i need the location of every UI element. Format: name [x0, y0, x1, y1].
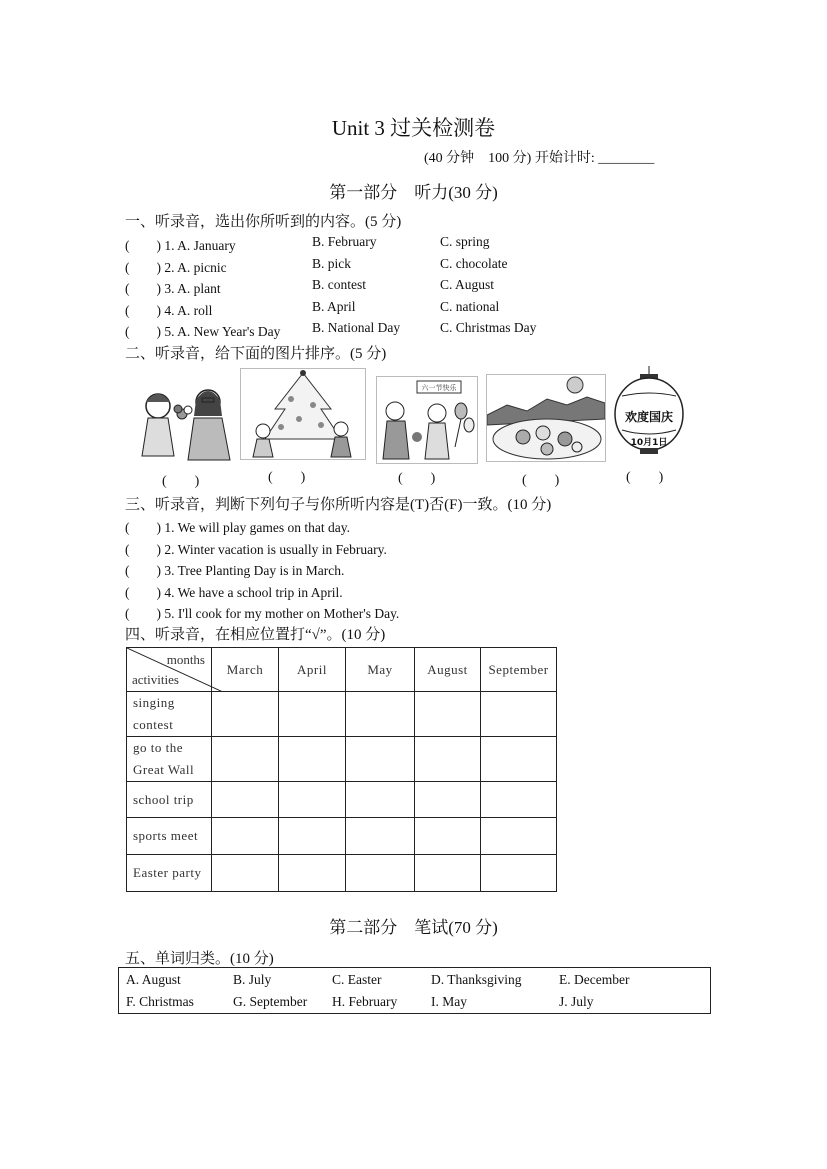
word-item: B. July — [233, 972, 272, 987]
check-cell[interactable] — [346, 855, 415, 892]
table-row — [127, 818, 557, 855]
s1-q2-c: C. chocolate — [440, 256, 508, 271]
check-cell[interactable] — [415, 818, 481, 855]
table-row — [127, 737, 557, 782]
word-item: D. Thanksgiving — [431, 972, 522, 987]
s3-item-3: ( ) 3. Tree Planting Day is in March. — [125, 563, 345, 578]
picture-childrens-day — [376, 376, 478, 464]
table-header-row — [127, 648, 557, 692]
section2-heading: 二、听录音，给下面的图片排序。(5 分) — [125, 346, 387, 362]
s3-item-1: ( ) 1. We will play games on that day. — [125, 520, 350, 535]
check-cell[interactable] — [415, 855, 481, 892]
lantern-text: 欢度国庆 — [624, 410, 674, 424]
s1-q1-c: C. spring — [440, 234, 490, 249]
check-cell[interactable] — [415, 692, 481, 737]
s3-item-4: ( ) 4. We have a school trip in April. — [125, 585, 343, 600]
word-item: G. September — [233, 994, 308, 1009]
s1-q2-b: B. pick — [312, 256, 351, 271]
part1-heading: 第一部分 听力(30 分) — [329, 183, 498, 202]
s1-q5: ( ) 5. A. New Year's Day — [125, 324, 281, 339]
check-cell[interactable] — [279, 692, 346, 737]
check-cell[interactable] — [481, 692, 557, 737]
table-row — [127, 855, 557, 892]
s1-q1-b: B. February — [312, 234, 377, 249]
activity-month-table — [126, 647, 557, 892]
s1-q5-c: C. Christmas Day — [440, 320, 537, 335]
word-item: E. December — [559, 972, 630, 987]
month-header: September — [481, 648, 557, 692]
check-cell[interactable] — [279, 818, 346, 855]
word-item: J. July — [559, 994, 594, 1009]
activity-label: go to the Great Wall — [127, 737, 212, 782]
check-cell[interactable] — [212, 855, 279, 892]
s1-q5-b: B. National Day — [312, 320, 401, 335]
s1-q2: ( ) 2. A. picnic — [125, 260, 227, 275]
s3-item-5: ( ) 5. I'll cook for my mother on Mother's Day. — [125, 606, 400, 621]
check-cell[interactable] — [481, 855, 557, 892]
check-cell[interactable] — [279, 855, 346, 892]
check-cell[interactable] — [346, 782, 415, 818]
check-cell[interactable] — [279, 737, 346, 782]
s1-q4-b: B. April — [312, 299, 356, 314]
check-cell[interactable] — [346, 818, 415, 855]
word-item: C. Easter — [332, 972, 382, 987]
corner-months: months — [166, 652, 205, 667]
picture-teachers-day — [126, 376, 238, 464]
part2-heading: 第二部分 笔试(70 分) — [329, 918, 498, 937]
section1-heading: 一、听录音，选出你所听到的内容。(5 分) — [125, 214, 402, 230]
picture-christmas — [240, 368, 366, 460]
activity-label: sports meet — [127, 818, 212, 855]
check-cell[interactable] — [212, 737, 279, 782]
s1-q3-c: C. August — [440, 277, 495, 292]
s1-q3-b: B. contest — [312, 277, 366, 292]
word-item: A. August — [126, 972, 181, 987]
banner-text: 六一节快乐 — [421, 384, 457, 392]
check-cell[interactable] — [415, 782, 481, 818]
section3-heading: 三、听录音，判断下列句子与你所听内容是(T)否(F)一致。(10 分) — [125, 497, 552, 513]
check-cell[interactable] — [481, 818, 557, 855]
corner-activities: activities — [132, 672, 179, 687]
s2-answer-5[interactable]: ( ) — [626, 470, 664, 485]
word-item: H. February — [332, 994, 398, 1009]
check-cell[interactable] — [346, 692, 415, 737]
check-cell[interactable] — [346, 737, 415, 782]
month-header: March — [212, 648, 279, 692]
picture-national-day-lantern — [612, 366, 686, 458]
section5-heading: 五、单词归类。(10 分) — [125, 951, 274, 967]
word-box — [118, 967, 711, 1014]
month-header: May — [346, 648, 415, 692]
s2-answer-1[interactable]: ( ) — [162, 474, 200, 489]
month-header: April — [279, 648, 346, 692]
word-item: I. May — [431, 994, 467, 1009]
corner-cell — [127, 648, 212, 692]
s1-q1: ( ) 1. A. January — [125, 238, 236, 253]
table-row — [127, 692, 557, 737]
month-header: August — [415, 648, 481, 692]
s2-answer-3[interactable]: ( ) — [398, 471, 436, 486]
check-cell[interactable] — [415, 737, 481, 782]
check-cell[interactable] — [212, 782, 279, 818]
s2-answer-2[interactable]: ( ) — [268, 470, 306, 485]
lantern-date: 10月1日 — [630, 438, 668, 448]
check-cell[interactable] — [279, 782, 346, 818]
activity-label: Easter party — [127, 855, 212, 892]
time-info: (40 分钟 100 分) 开始计时: ________ — [424, 151, 655, 166]
page-title: Unit 3 过关检测卷 — [331, 116, 496, 140]
s1-q4: ( ) 4. A. roll — [125, 303, 213, 318]
s3-item-2: ( ) 2. Winter vacation is usually in February. — [125, 542, 387, 557]
check-cell[interactable] — [481, 782, 557, 818]
table-row — [127, 782, 557, 818]
check-cell[interactable] — [481, 737, 557, 782]
s1-q4-c: C. national — [440, 299, 500, 314]
check-cell[interactable] — [212, 692, 279, 737]
picture-mid-autumn — [486, 374, 606, 462]
s1-q3: ( ) 3. A. plant — [125, 281, 221, 296]
s2-answer-4[interactable]: ( ) — [522, 473, 560, 488]
word-item: F. Christmas — [126, 994, 194, 1009]
activity-label: singing contest — [127, 692, 212, 737]
check-cell[interactable] — [212, 818, 279, 855]
activity-label: school trip — [127, 782, 212, 818]
section4-heading: 四、听录音，在相应位置打“√”。(10 分) — [125, 627, 386, 643]
